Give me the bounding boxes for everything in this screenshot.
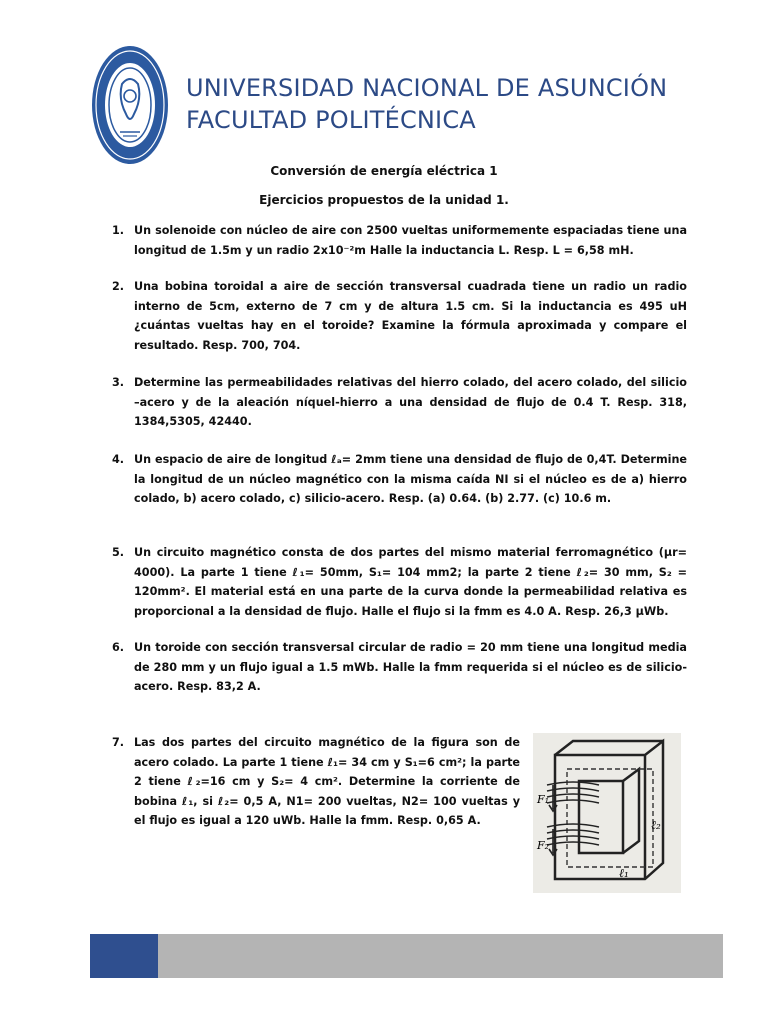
exercise-text: Un toroide con sección transversal circular de radio = 20 mm tiene una longitud media de 280 mm y un flujo igual a 1.5 mWb. Halle la fmm requerida si el núcleo es de silicio-acero. — [134, 641, 687, 693]
faculty-line: FACULTAD POLITÉCNICA — [186, 106, 476, 134]
magnetic-circuit-diagram — [533, 733, 681, 893]
exercise-text: Una bobina toroidal a aire de sección transversal cuadrada tiene un radio un radio interno de 5cm, externo de 7 cm y de altura 1.5 cm. Si la inductancia es 495 uH ¿cuántas vueltas hay en el toroide? Examine la fórmula aproximada y compare el resultado. — [134, 280, 687, 352]
exercise-number: 3. — [112, 376, 125, 389]
exercise-number: 1. — [112, 224, 125, 237]
exercise-answer: Resp. (a) 0.64. (b) 2.77. (c) 10.6 m. — [388, 492, 612, 505]
exercise-text: Un circuito magnético consta de dos partes del mismo material ferromagnético (μr= 4000). La parte 1 tiene ℓ₁= 50mm, S₁= 104 mm2; la parte 2 tiene ℓ₂= 30 mm, S₂ = 120mm². El material está en una parte de la curva donde la permeabilidad relativa es proporcional a la densidad de flujo. Halle el flujo si la fmm es 4.0 A. — [134, 546, 687, 618]
exercise-answer: Resp. 700, 704. — [202, 338, 301, 352]
exercise-item — [112, 733, 520, 831]
exercise-number: 4. — [112, 453, 125, 466]
magnetic-circuit-figure — [533, 733, 681, 893]
footer-bar — [158, 934, 723, 978]
exercise-text: Un solenoide con núcleo de aire con 2500 vueltas uniformemente espaciadas tiene una longitud de 1.5m y un radio 2x10⁻²m Halle la inductancia L. — [134, 224, 687, 257]
exercise-item — [112, 450, 687, 509]
footer-accent-block — [90, 934, 158, 978]
exercise-item — [112, 543, 687, 621]
exercise-number: 7. — [112, 736, 125, 749]
exercise-item — [112, 221, 687, 260]
exercise-number: 2. — [112, 280, 125, 293]
exercise-item — [112, 373, 687, 432]
university-seal-icon — [90, 44, 170, 166]
exercise-answer: Resp. 318, 1384,5305, 42440. — [134, 395, 687, 428]
figure-label-f1: F₁ — [537, 793, 550, 806]
exercise-number: 5. — [112, 546, 125, 559]
exercise-text: Un espacio de aire de longitud ℓₐ= 2mm tiene una densidad de flujo de 0,4T. Determine la longitud de un núcleo magnético con la misma caída NI si el núcleo es de a) hierro colado, b) acero colado, c) silicio-acero. — [134, 453, 687, 505]
university-line-1: UNIVERSIDAD NACIONAL DE ASUNCIÓN — [186, 74, 668, 102]
exercise-answer: Resp. 83,2 A. — [177, 680, 261, 693]
exercise-answer: Resp. L = 6,58 mH. — [513, 243, 634, 257]
figure-label-l1: ℓ₁ — [619, 866, 629, 880]
figure-label-l2: ℓ₂ — [651, 818, 661, 832]
exercise-answer: Resp. 26,3 μWb. — [565, 604, 669, 618]
university-name — [186, 72, 667, 136]
document-subtitle: Ejercicios propuestos de la unidad 1. — [259, 193, 509, 207]
exercise-answer: Resp. 0,65 A. — [397, 814, 481, 827]
document-title: Conversión de energía eléctrica 1 — [270, 164, 498, 178]
exercise-item — [112, 277, 687, 355]
exercise-text: Determine las permeabilidades relativas del hierro colado, del acero colado, del silicio –acero y de la aleación níquel-hierro a una densidad de flujo de 0.4 T. — [134, 376, 687, 409]
exercise-text: Las dos partes del circuito magnético de la figura son de acero colado. La parte 1 tiene ℓ₁= 34 cm y S₁=6 cm²; la parte 2 tiene ℓ₂=16 cm y S₂= 4 cm². Determine la corriente de bobina ℓ₁, si ℓ₂= 0,5 A, N1= 200 vueltas, N2= 100 vueltas y el flujo es igual a 120 uWb. Halle la fmm. — [134, 736, 520, 827]
figure-label-f2: F₂ — [537, 839, 550, 852]
exercise-item — [112, 638, 687, 697]
exercise-number: 6. — [112, 641, 125, 654]
